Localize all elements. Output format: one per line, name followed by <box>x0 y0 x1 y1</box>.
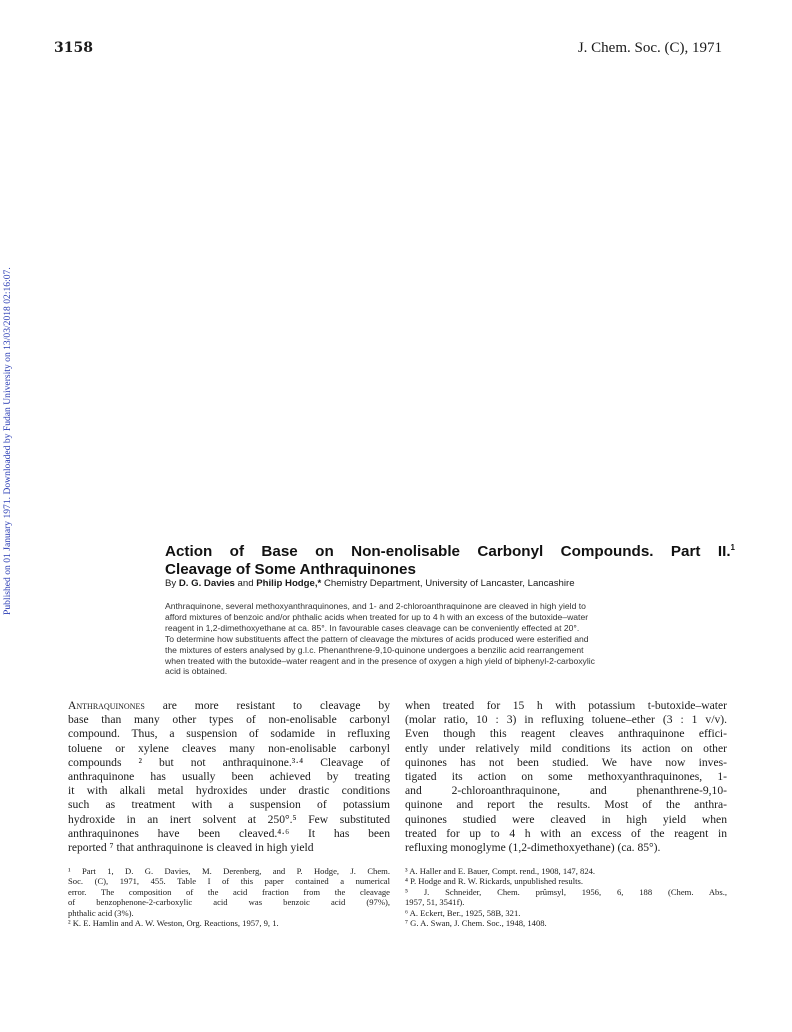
body-line: reported ⁷ that anthraquinone is cleaved in high yield <box>68 841 314 855</box>
body-line: refluxing monoglyme (1,2-dimethoxyethane) (ca. 85°). <box>405 841 661 855</box>
abstract-line: reagent in 1,2-dimethoxyethane at ca. 85°. In favourable cases cleavage can be conveniently effected at 20°. <box>165 622 580 633</box>
body-line: compound. Thus, a suspension of sodamide in refluxing <box>68 727 390 741</box>
abstract-line: acid is obtained. <box>165 666 228 677</box>
footnote-line: ⁶ A. Eckert, Ber., 1925, 58B, 321. <box>405 907 521 918</box>
journal-citation: J. Chem. Soc. (C), 1971 <box>577 40 722 56</box>
body-line: and 2-chloroanthraquinone, and phenanthrene-9,10- <box>405 784 727 798</box>
body-line: toluene or xylene cleaves many non-enolisable carbonyl <box>68 741 390 755</box>
lead-word: Anthraquinones <box>68 699 145 712</box>
abstract <box>165 601 725 677</box>
body-line: hydroxide in an inert solvent at 250°.⁵ Few substituted <box>68 812 390 826</box>
body-line: ently under relatively mild conditions its action on other <box>405 741 727 755</box>
abstract-line: when treated with the butoxide–water reagent and in the presence of oxygen a high yield of biphenyl-2-carboxylic <box>165 655 595 666</box>
footnote-line: ⁴ P. Hodge and R. W. Rickards, unpublished results. <box>405 876 583 887</box>
footnotes-left <box>68 866 390 928</box>
title-line-2: Cleavage of Some Anthraquinones <box>165 561 416 578</box>
body-column-left <box>68 699 390 855</box>
abstract-line: Anthraquinone, several methoxyanthraquinones, and 1- and 2-chloroanthraquinone are cleaved in high yield to <box>165 601 586 611</box>
byline-and: and <box>237 578 254 589</box>
footnote-line: ² K. E. Hamlin and A. W. Weston, Org. Reactions, 1957, 9, 1. <box>68 918 279 929</box>
footnote-line: of benzophenone-2-carboxylic acid was benzoic acid (97%), <box>68 897 390 908</box>
body-line: anthraquinone has usually been achieved by treating <box>68 770 390 784</box>
footnote-line: phthalic acid (3%). <box>68 907 134 918</box>
body-line: quinone and report the results. Most of the anthra- <box>405 798 727 812</box>
byline <box>165 578 735 589</box>
footnote-line: Soc. (C), 1971, 455. Table I of this paper contained a numerical <box>68 876 390 887</box>
page-number: 3158 <box>54 40 93 56</box>
footnotes-right <box>405 866 727 928</box>
title-footnote-mark: 1 <box>730 543 735 552</box>
abstract-line: To determine how substituents affect the pattern of cleavage the mixtures of acids produced were esterified and <box>165 633 589 644</box>
body-line: quinones has not been studied. We have now inves- <box>405 755 727 769</box>
article-title <box>165 539 735 579</box>
author-1: D. G. Davies <box>178 578 235 589</box>
footnote-line: ¹ Part 1, D. G. Davies, M. Derenberg, and P. Hodge, J. Chem. <box>68 866 390 876</box>
abstract-line: afford mixtures of benzoic and/or phthalic acids when treated for up to 4 h with an excess of the butoxide–water <box>165 611 589 622</box>
body-line: tigated its action on some methoxyanthraquinones, 1- <box>405 770 727 784</box>
body-line: Anthraquinones are more resistant to cleavage by <box>68 699 390 712</box>
body-line: compounds ² but not anthraquinone.³·⁴ Cleavage of <box>68 755 390 769</box>
download-watermark-text: Published on 01 January 1971. Downloaded by Fudan University on 13/03/2018 02:16:07. <box>2 267 13 615</box>
body-line: it with alkali metal hydroxides under drastic conditions <box>68 784 390 798</box>
footnote-line: 1957, 51, 3541f). <box>405 897 465 908</box>
body-line: anthraquinones have been cleaved.⁴·⁶ It has been <box>68 826 390 840</box>
body-line: (molar ratio, 10 : 3) in refluxing toluene–ether (3 : 1 v/v). <box>405 713 727 727</box>
byline-by: By <box>165 578 177 589</box>
body-line: such as treatment with a suspension of potassium <box>68 798 390 812</box>
body-line: Even though this reagent cleaves anthraquinone effici- <box>405 727 727 741</box>
footnote-line: ⁵ J. Schneider, Chem. prûmsyl, 1956, 6, 188 (Chem. Abs., <box>405 886 727 897</box>
footnote-line: ³ A. Haller and E. Bauer, Compt. rend., 1908, 147, 824. <box>405 866 596 876</box>
affiliation: Chemistry Department, University of Lancaster, Lancashire <box>323 578 575 589</box>
body-column-right <box>405 699 727 855</box>
body-line: quinones studied were cleaved in high yield when <box>405 812 727 826</box>
abstract-line: the mixtures of esters analysed by g.l.c. Phenanthrene-9,10-quinone undergoes a benzilic acid rearrangement <box>165 644 584 655</box>
body-line: base than many other types of non-enolisable carbonyl <box>68 713 390 727</box>
body-line: treated for up to 4 h with an excess of the reagent in <box>405 826 727 840</box>
footnote-line: ⁷ G. A. Swan, J. Chem. Soc., 1948, 1408. <box>405 918 547 929</box>
title-line-1: Action of Base on Non-enolisable Carbonyl Compounds. Part II. <box>165 543 731 560</box>
footnote-line: error. The composition of the acid fraction from the cleavage <box>68 886 390 897</box>
body-line: when treated for 15 h with potassium t-butoxide–water <box>405 699 727 712</box>
author-2: Philip Hodge,* <box>256 578 322 589</box>
download-watermark[interactable] <box>2 215 18 615</box>
